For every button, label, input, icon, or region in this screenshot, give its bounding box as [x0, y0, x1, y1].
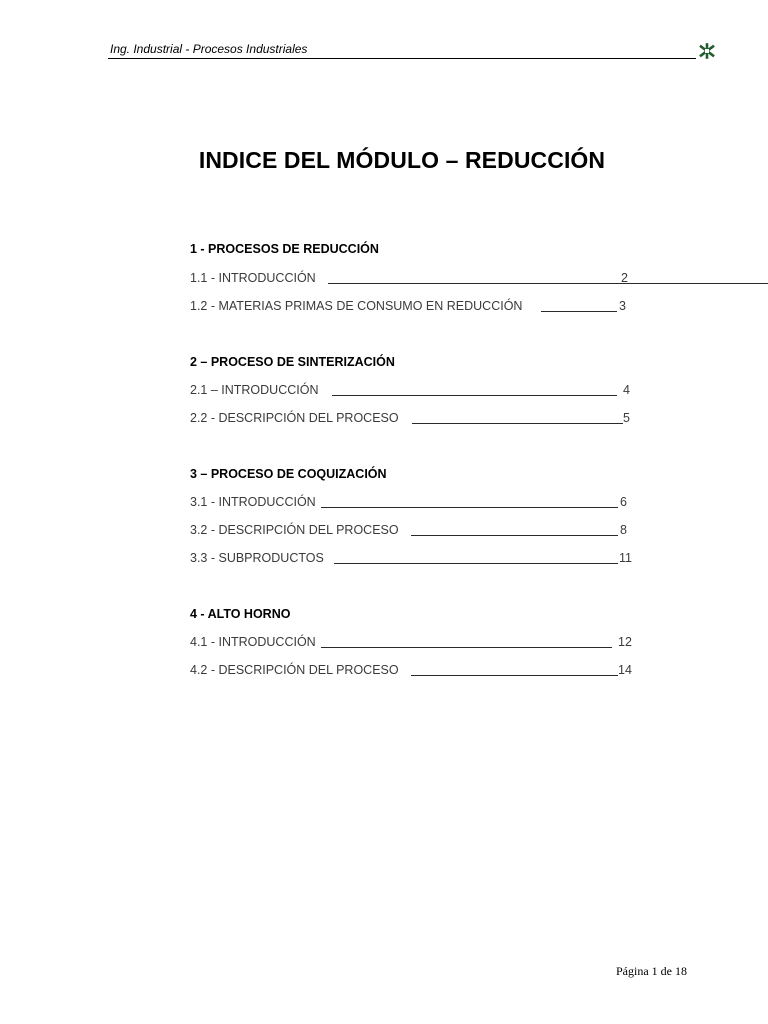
toc-entry-page: 14 [618, 663, 632, 677]
section-heading: 3 – PROCESO DE COQUIZACIÓN [190, 467, 387, 481]
toc-entry-page: 6 [620, 495, 627, 509]
toc-entry [190, 551, 630, 569]
header-text: Ing. Industrial - Procesos Industriales [110, 42, 308, 56]
toc-entry [190, 299, 630, 317]
toc-leader [321, 647, 612, 648]
toc-entry-label: 3.3 - SUBPRODUCTOS [190, 551, 324, 565]
toc-entry-label: 2.1 – INTRODUCCIÓN [190, 383, 319, 397]
page-title: INDICE DEL MÓDULO – REDUCCIÓN [198, 147, 606, 173]
toc-leader [321, 507, 618, 508]
toc-entry-page: 2 [621, 271, 628, 285]
toc-entry [190, 271, 630, 289]
page-number-indicator: Página 1 de 18 [616, 964, 687, 978]
toc-entry [190, 663, 630, 681]
toc-entry-label: 1.2 - MATERIAS PRIMAS DE CONSUMO EN REDUCCIÓN [190, 299, 523, 313]
asterisk-logo-icon [699, 43, 715, 59]
toc-entry [190, 523, 630, 541]
toc-entry-page: 4 [623, 383, 630, 397]
toc-leader [541, 311, 617, 312]
toc-entry-page: 5 [623, 411, 630, 425]
toc-entry [190, 635, 630, 653]
toc-entry [190, 411, 630, 429]
toc-entry-label: 3.2 - DESCRIPCIÓN DEL PROCESO [190, 523, 399, 537]
toc-entry-label: 2.2 - DESCRIPCIÓN DEL PROCESO [190, 411, 399, 425]
toc-entry-label: 4.1 - INTRODUCCIÓN [190, 635, 316, 649]
toc-leader [412, 423, 623, 424]
toc-leader [411, 675, 618, 676]
toc-entry-page: 11 [619, 551, 632, 565]
header-divider [108, 58, 696, 59]
toc-entry-label: 4.2 - DESCRIPCIÓN DEL PROCESO [190, 663, 399, 677]
section-heading: 2 – PROCESO DE SINTERIZACIÓN [190, 355, 395, 369]
toc-entry-label: 1.1 - INTRODUCCIÓN [190, 271, 316, 285]
toc-leader [332, 395, 617, 396]
toc-entry-page: 12 [618, 635, 632, 649]
section-heading: 1 - PROCESOS DE REDUCCIÓN [190, 242, 379, 256]
toc-entry-label: 3.1 - INTRODUCCIÓN [190, 495, 316, 509]
toc-leader [334, 563, 618, 564]
toc-entry [190, 495, 630, 513]
toc-entry-page: 8 [620, 523, 627, 537]
section-heading: 4 - ALTO HORNO [190, 607, 291, 621]
toc-entry [190, 383, 630, 401]
toc-leader [411, 535, 618, 536]
toc-entry-page: 3 [619, 299, 626, 313]
toc-leader [328, 283, 768, 284]
